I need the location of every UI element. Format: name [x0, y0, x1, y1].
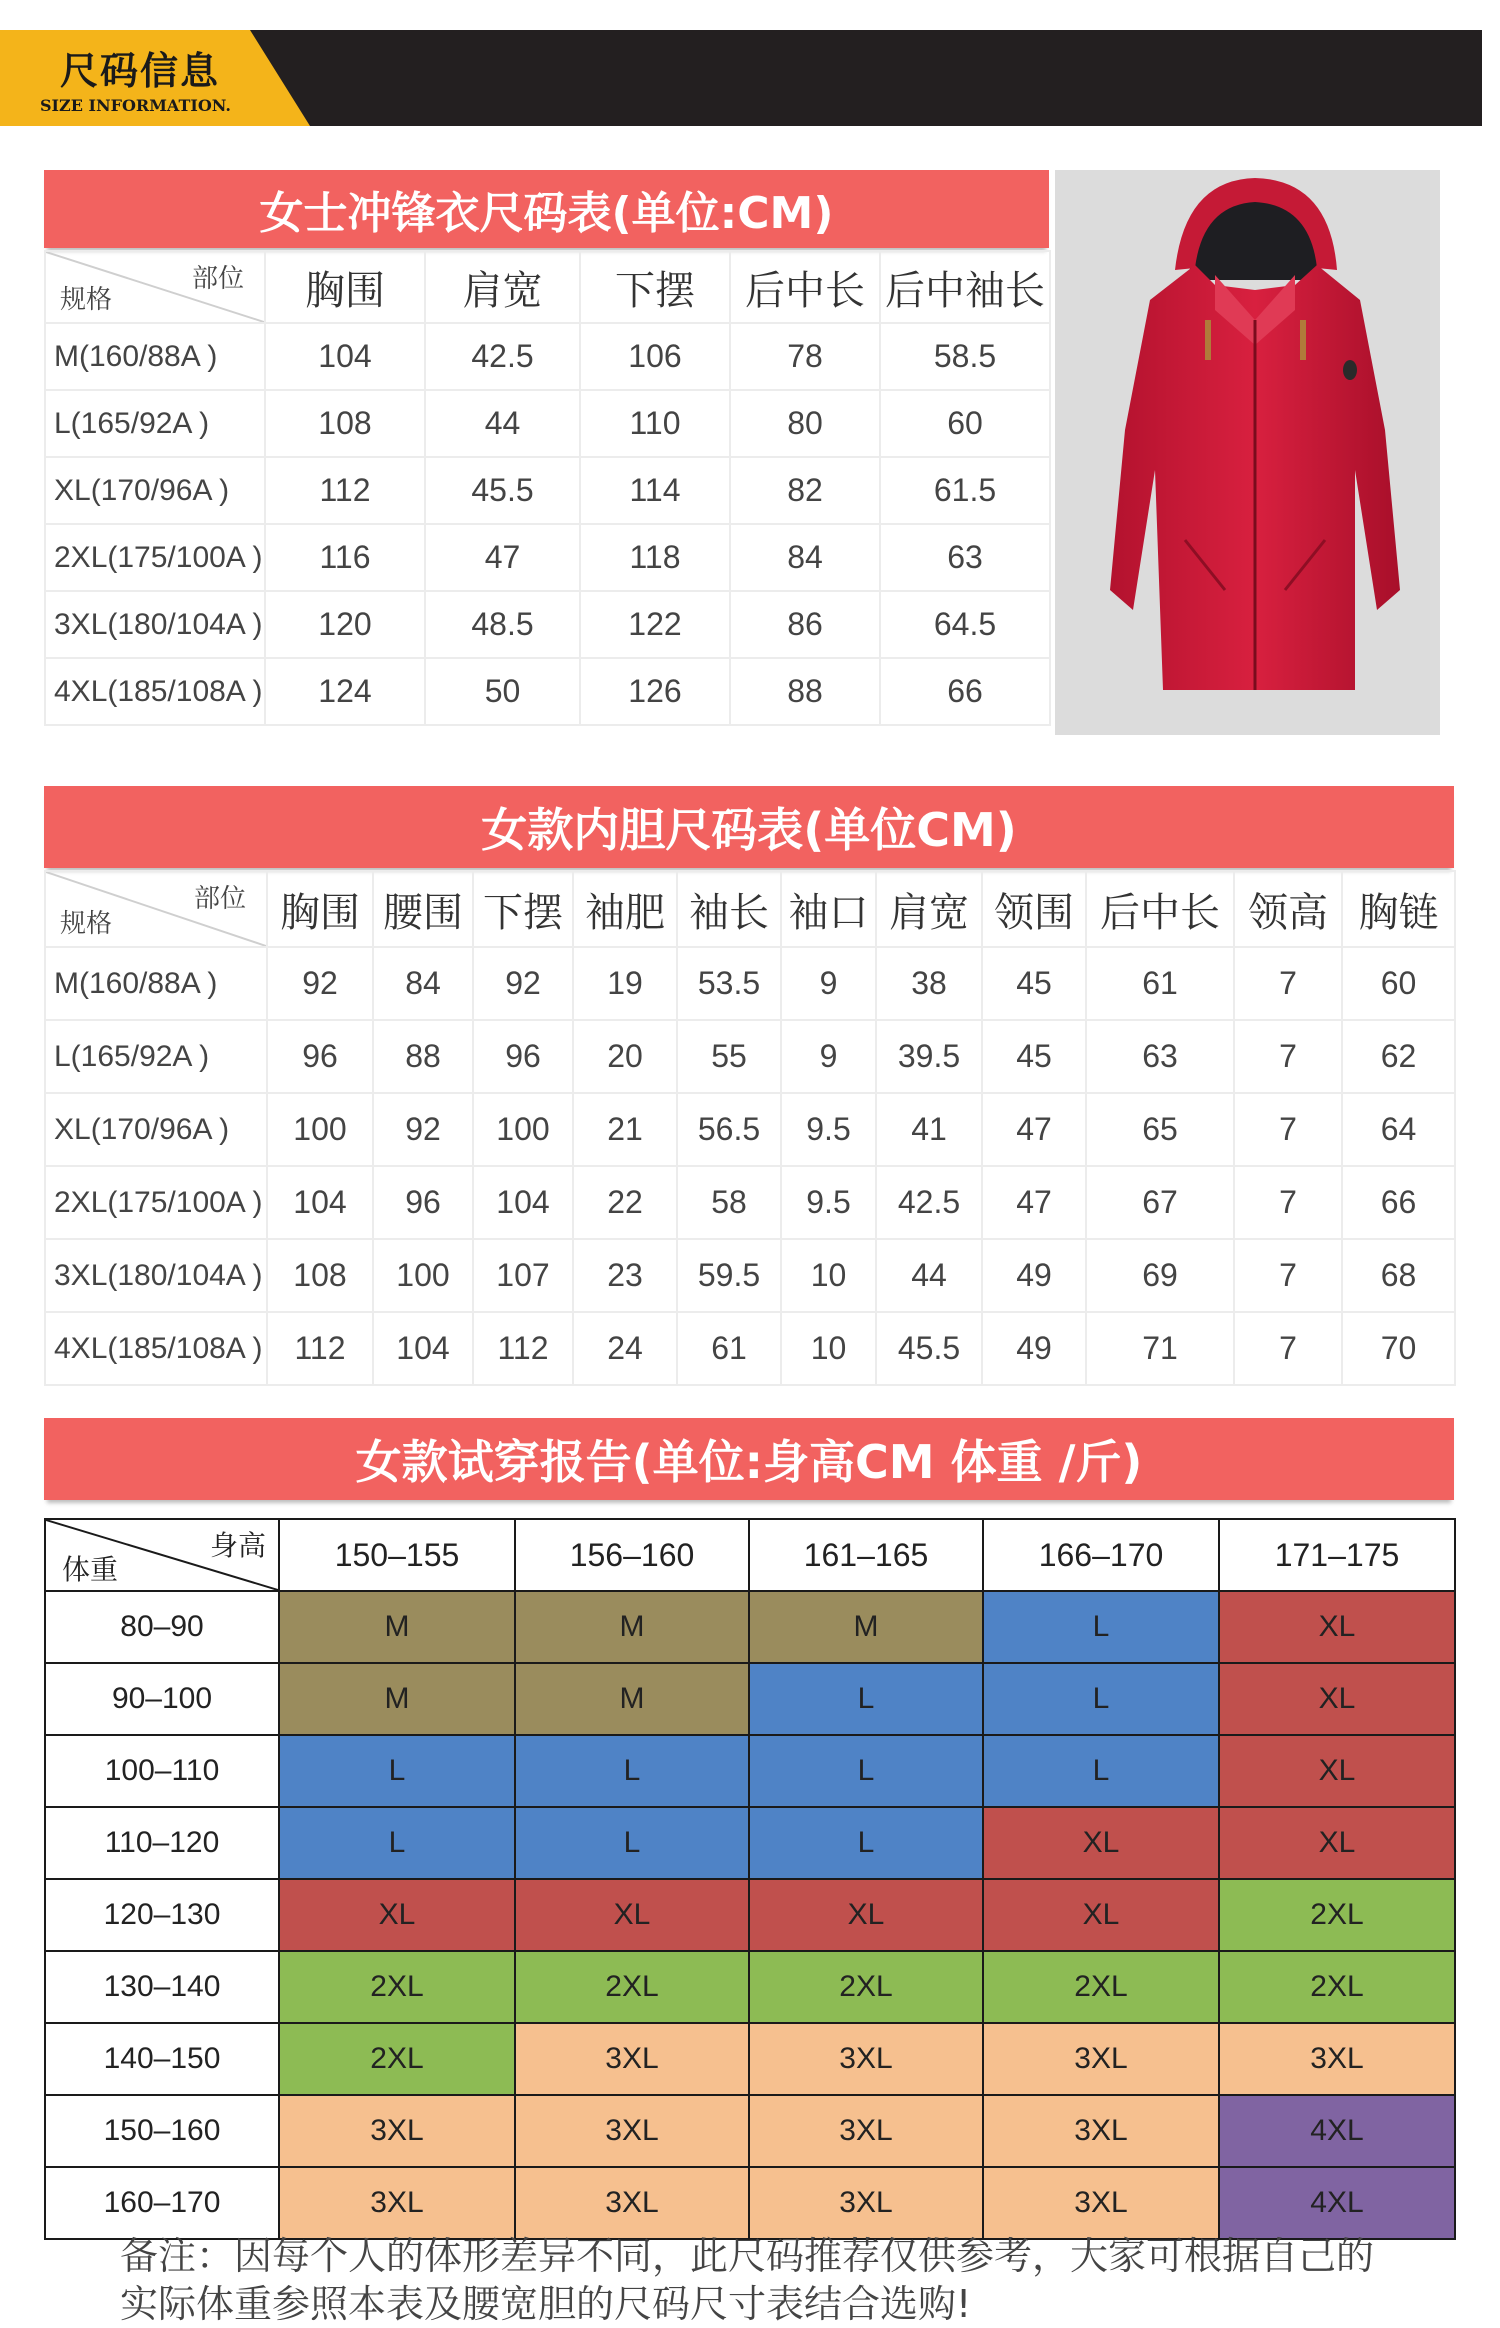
table-cell: 114	[580, 457, 730, 524]
weight-label: 130–140	[45, 1951, 279, 2023]
column-header: 胸围	[265, 251, 425, 323]
recommended-size-cell: L	[279, 1735, 515, 1807]
corner-part-label: 部位	[191, 264, 244, 294]
liner-size-table	[44, 870, 1456, 1386]
table-cell: 92	[373, 1093, 473, 1166]
column-header: 下摆	[473, 871, 573, 947]
table-row	[45, 2095, 1455, 2167]
size-label: L(165/92A )	[45, 390, 265, 457]
table-cell: 122	[580, 591, 730, 658]
size-label: XL(170/96A )	[45, 457, 265, 524]
table-cell: 84	[730, 524, 880, 591]
table-cell: 96	[473, 1020, 573, 1093]
column-header: 后中长	[1086, 871, 1234, 947]
table-cell: 126	[580, 658, 730, 725]
header-title: 尺码信息	[60, 49, 221, 93]
recommended-size-cell: 3XL	[749, 2095, 983, 2167]
table-cell: 80	[730, 390, 880, 457]
table-cell: 7	[1234, 1312, 1342, 1385]
recommended-size-cell: XL	[983, 1807, 1219, 1879]
fit-table-title: 女款试穿报告(单位:身高CM 体重 /斤)	[44, 1418, 1454, 1500]
jacket-size-table	[44, 250, 1051, 726]
table-cell: 84	[373, 947, 473, 1020]
size-label: M(160/88A )	[45, 323, 265, 390]
table-row	[45, 323, 1050, 390]
column-header: 袖肥	[573, 871, 677, 947]
table-cell: 39.5	[876, 1020, 982, 1093]
column-header: 腰围	[373, 871, 473, 947]
table-cell: 66	[880, 658, 1050, 725]
table-cell: 60	[880, 390, 1050, 457]
table-cell: 38	[876, 947, 982, 1020]
corner-height-label: 身高	[209, 1530, 266, 1561]
table-cell: 68	[1342, 1239, 1455, 1312]
recommended-size-cell: L	[749, 1663, 983, 1735]
table-cell: 10	[781, 1312, 876, 1385]
table-cell: 104	[373, 1312, 473, 1385]
recommended-size-cell: XL	[749, 1879, 983, 1951]
table-row	[45, 1663, 1455, 1735]
table-cell: 23	[573, 1239, 677, 1312]
table-cell: 88	[730, 658, 880, 725]
table-row	[45, 2023, 1455, 2095]
table-cell: 61.5	[880, 457, 1050, 524]
table-cell: 22	[573, 1166, 677, 1239]
table-cell: 44	[425, 390, 580, 457]
table-cell: 55	[677, 1020, 781, 1093]
corner-weight-label: 体重	[62, 1554, 119, 1585]
corner-spec-label: 规格	[60, 909, 113, 939]
table-cell: 19	[573, 947, 677, 1020]
recommended-size-cell: L	[749, 1807, 983, 1879]
table-cell: 108	[265, 390, 425, 457]
table-cell: 110	[580, 390, 730, 457]
table-cell: 7	[1234, 1239, 1342, 1312]
recommended-size-cell: 3XL	[515, 2023, 749, 2095]
table-row	[45, 1020, 1455, 1093]
header-subtitle: SIZE INFORMATION.	[40, 96, 231, 115]
weight-label: 150–160	[45, 2095, 279, 2167]
weight-label: 140–150	[45, 2023, 279, 2095]
height-header: 166–170	[983, 1519, 1219, 1591]
recommended-size-cell: 2XL	[279, 2023, 515, 2095]
size-label: 4XL(185/108A )	[45, 658, 265, 725]
table-cell: 47	[425, 524, 580, 591]
table-cell: 112	[473, 1312, 573, 1385]
recommended-size-cell: L	[279, 1807, 515, 1879]
table-cell: 9	[781, 1020, 876, 1093]
table-cell: 56.5	[677, 1093, 781, 1166]
table-cell: 42.5	[425, 323, 580, 390]
table-cell: 71	[1086, 1312, 1234, 1385]
table-cell: 96	[373, 1166, 473, 1239]
recommended-size-cell: XL	[1219, 1735, 1455, 1807]
column-header: 胸围	[267, 871, 373, 947]
table-row	[45, 1591, 1455, 1663]
table-cell: 53.5	[677, 947, 781, 1020]
table-cell: 124	[265, 658, 425, 725]
table-cell: 106	[580, 323, 730, 390]
recommended-size-cell: 3XL	[749, 2023, 983, 2095]
table-cell: 104	[267, 1166, 373, 1239]
table-corner	[45, 251, 265, 323]
table-row	[45, 1312, 1455, 1385]
recommended-size-cell: 3XL	[749, 2167, 983, 2239]
weight-label: 160–170	[45, 2167, 279, 2239]
table-cell: 45.5	[425, 457, 580, 524]
recommended-size-cell: 3XL	[983, 2167, 1219, 2239]
table-cell: 45.5	[876, 1312, 982, 1385]
table-cell: 47	[982, 1093, 1086, 1166]
recommended-size-cell: L	[983, 1663, 1219, 1735]
weight-label: 120–130	[45, 1879, 279, 1951]
table-cell: 116	[265, 524, 425, 591]
table-cell: 49	[982, 1312, 1086, 1385]
size-label: 2XL(175/100A )	[45, 1166, 267, 1239]
table-cell: 92	[473, 947, 573, 1020]
table-row	[45, 390, 1050, 457]
table-cell: 66	[1342, 1166, 1455, 1239]
table-cell: 78	[730, 323, 880, 390]
recommended-size-cell: XL	[1219, 1807, 1455, 1879]
corner-part-label: 部位	[193, 884, 246, 914]
table-cell: 70	[1342, 1312, 1455, 1385]
table-cell: 45	[982, 947, 1086, 1020]
table-cell: 21	[573, 1093, 677, 1166]
table-cell: 104	[265, 323, 425, 390]
column-header: 袖口	[781, 871, 876, 947]
table-cell: 24	[573, 1312, 677, 1385]
height-header: 150–155	[279, 1519, 515, 1591]
recommended-size-cell: 3XL	[983, 2095, 1219, 2167]
table-row	[45, 1735, 1455, 1807]
red-jacket-image	[1055, 170, 1440, 735]
table-cell: 65	[1086, 1093, 1234, 1166]
table-cell: 107	[473, 1239, 573, 1312]
table-cell: 48.5	[425, 591, 580, 658]
table-cell: 88	[373, 1020, 473, 1093]
table-cell: 82	[730, 457, 880, 524]
recommended-size-cell: 3XL	[1219, 2023, 1455, 2095]
weight-label: 80–90	[45, 1591, 279, 1663]
table-cell: 49	[982, 1239, 1086, 1312]
product-photo	[1055, 170, 1440, 735]
table-cell: 61	[1086, 947, 1234, 1020]
table-row	[45, 1239, 1455, 1312]
table-cell: 10	[781, 1239, 876, 1312]
recommended-size-cell: 4XL	[1219, 2095, 1455, 2167]
table-cell: 41	[876, 1093, 982, 1166]
table-cell: 120	[265, 591, 425, 658]
weight-label: 90–100	[45, 1663, 279, 1735]
table-cell: 62	[1342, 1020, 1455, 1093]
table-cell: 108	[267, 1239, 373, 1312]
table-row	[45, 1807, 1455, 1879]
height-header: 156–160	[515, 1519, 749, 1591]
fit-report-table	[44, 1518, 1456, 2240]
table-cell: 64	[1342, 1093, 1455, 1166]
recommended-size-cell: M	[515, 1663, 749, 1735]
recommended-size-cell: 2XL	[515, 1951, 749, 2023]
recommended-size-cell: XL	[983, 1879, 1219, 1951]
weight-label: 110–120	[45, 1807, 279, 1879]
table-cell: 20	[573, 1020, 677, 1093]
table-cell: 61	[677, 1312, 781, 1385]
height-header: 161–165	[749, 1519, 983, 1591]
table-cell: 7	[1234, 947, 1342, 1020]
table-cell: 45	[982, 1020, 1086, 1093]
table-cell: 64.5	[880, 591, 1050, 658]
table-cell: 100	[473, 1093, 573, 1166]
recommended-size-cell: M	[749, 1591, 983, 1663]
recommended-size-cell: XL	[515, 1879, 749, 1951]
column-header: 肩宽	[425, 251, 580, 323]
table-cell: 44	[876, 1239, 982, 1312]
table-cell: 118	[580, 524, 730, 591]
recommended-size-cell: 3XL	[515, 2167, 749, 2239]
table-cell: 67	[1086, 1166, 1234, 1239]
weight-label: 100–110	[45, 1735, 279, 1807]
recommended-size-cell: M	[279, 1663, 515, 1735]
recommended-size-cell: L	[749, 1735, 983, 1807]
column-header: 后中袖长	[880, 251, 1050, 323]
table-cell: 100	[267, 1093, 373, 1166]
recommended-size-cell: 3XL	[279, 2095, 515, 2167]
table-row	[45, 2167, 1455, 2239]
size-label: 4XL(185/108A )	[45, 1312, 267, 1385]
recommended-size-cell: 2XL	[1219, 1879, 1455, 1951]
table-cell: 112	[265, 457, 425, 524]
table-cell: 58	[677, 1166, 781, 1239]
recommended-size-cell: XL	[1219, 1591, 1455, 1663]
column-header: 领围	[982, 871, 1086, 947]
table-row	[45, 1951, 1455, 2023]
recommended-size-cell: 4XL	[1219, 2167, 1455, 2239]
recommended-size-cell: 3XL	[515, 2095, 749, 2167]
table-cell: 63	[880, 524, 1050, 591]
table-cell: 86	[730, 591, 880, 658]
recommended-size-cell: M	[279, 1591, 515, 1663]
size-label: 3XL(180/104A )	[45, 591, 265, 658]
height-header: 171–175	[1219, 1519, 1455, 1591]
table-cell: 47	[982, 1166, 1086, 1239]
table-corner	[45, 1519, 279, 1591]
recommended-size-cell: 2XL	[1219, 1951, 1455, 2023]
table-cell: 9.5	[781, 1093, 876, 1166]
recommended-size-cell: XL	[279, 1879, 515, 1951]
size-label: XL(170/96A )	[45, 1093, 267, 1166]
size-label: 2XL(175/100A )	[45, 524, 265, 591]
table-row	[45, 1879, 1455, 1951]
table-cell: 59.5	[677, 1239, 781, 1312]
table-cell: 50	[425, 658, 580, 725]
recommended-size-cell: L	[983, 1735, 1219, 1807]
column-header: 袖长	[677, 871, 781, 947]
recommended-size-cell: L	[515, 1807, 749, 1879]
recommended-size-cell: XL	[1219, 1663, 1455, 1735]
table-cell: 63	[1086, 1020, 1234, 1093]
recommended-size-cell: 2XL	[279, 1951, 515, 2023]
table-row	[45, 947, 1455, 1020]
table-cell: 92	[267, 947, 373, 1020]
column-header: 肩宽	[876, 871, 982, 947]
table-cell: 112	[267, 1312, 373, 1385]
size-label: L(165/92A )	[45, 1020, 267, 1093]
table-cell: 69	[1086, 1239, 1234, 1312]
table-cell: 58.5	[880, 323, 1050, 390]
column-header: 胸链	[1342, 871, 1455, 947]
table-cell: 60	[1342, 947, 1455, 1020]
size-label: 3XL(180/104A )	[45, 1239, 267, 1312]
recommended-size-cell: M	[515, 1591, 749, 1663]
recommended-size-cell: 2XL	[749, 1951, 983, 2023]
recommended-size-cell: 3XL	[983, 2023, 1219, 2095]
table-row	[45, 1093, 1455, 1166]
table-cell: 9.5	[781, 1166, 876, 1239]
table-cell: 104	[473, 1166, 573, 1239]
corner-spec-label: 规格	[60, 285, 113, 315]
table-row	[45, 658, 1050, 725]
table-row	[45, 457, 1050, 524]
table-cell: 100	[373, 1239, 473, 1312]
recommended-size-cell: 2XL	[983, 1951, 1219, 2023]
table-row	[45, 1166, 1455, 1239]
table-cell: 42.5	[876, 1166, 982, 1239]
table-cell: 96	[267, 1020, 373, 1093]
jacket-table-title: 女士冲锋衣尺码表(单位:CM)	[44, 170, 1049, 248]
recommended-size-cell: 3XL	[279, 2167, 515, 2239]
recommended-size-cell: L	[515, 1735, 749, 1807]
column-header: 领高	[1234, 871, 1342, 947]
size-label: M(160/88A )	[45, 947, 267, 1020]
recommended-size-cell: L	[983, 1591, 1219, 1663]
table-row	[45, 524, 1050, 591]
footnote: 备注：因每个人的体形差异不同，此尺码推荐仅供参考，大家可根据自己的实际体重参照本表及腰宽胆的尺码尺寸表结合选购!	[120, 2234, 1375, 2326]
table-cell: 7	[1234, 1166, 1342, 1239]
table-row	[45, 591, 1050, 658]
column-header: 下摆	[580, 251, 730, 323]
table-corner	[45, 871, 267, 947]
column-header: 后中长	[730, 251, 880, 323]
table-cell: 7	[1234, 1093, 1342, 1166]
table-cell: 7	[1234, 1020, 1342, 1093]
table-cell: 9	[781, 947, 876, 1020]
liner-table-title: 女款内胆尺码表(单位CM)	[44, 786, 1454, 868]
